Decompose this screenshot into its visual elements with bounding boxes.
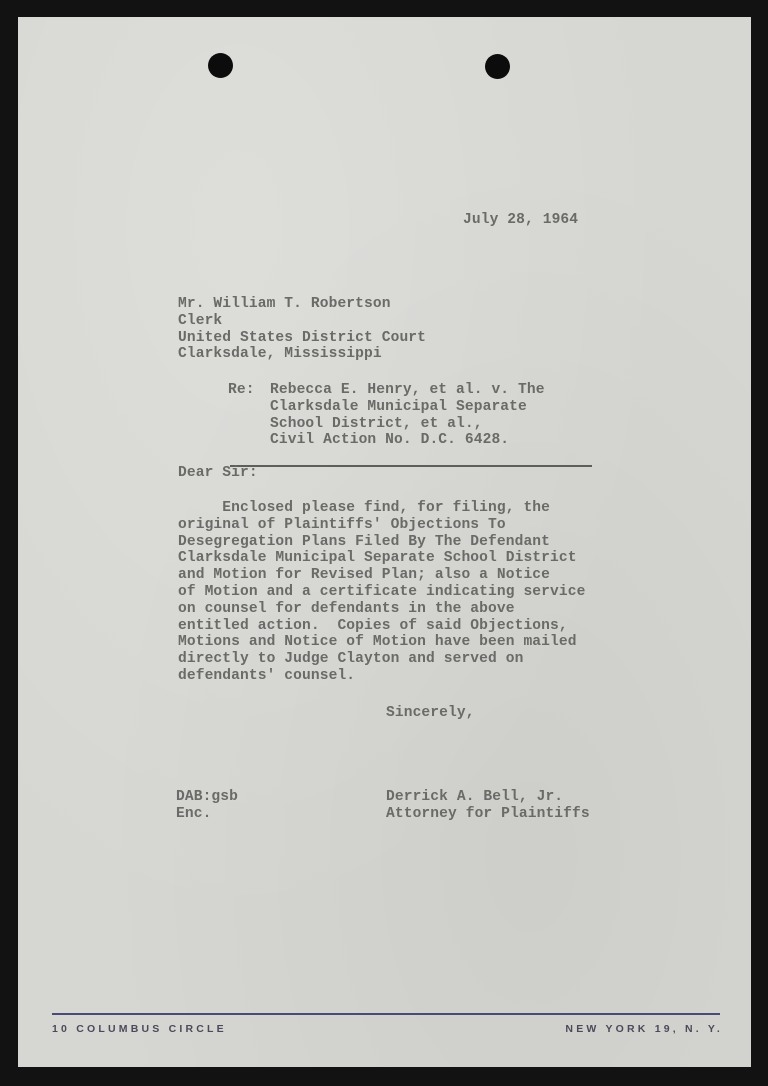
body-line: and Motion for Revised Plan; also a Notice	[178, 567, 551, 584]
re-lines	[270, 382, 545, 449]
re-line: School District, et al.,	[270, 415, 483, 432]
re-line: Clarksdale Municipal Separate	[270, 398, 527, 415]
subject-reference-block	[228, 382, 545, 449]
body-line: on counsel for defendants in the above	[178, 600, 515, 617]
complimentary-close: Sincerely,	[386, 705, 475, 721]
body-line: of Motion and a certificate indicating service	[178, 583, 586, 600]
re-line: Rebecca E. Henry, et al. v. The	[270, 382, 545, 398]
letterhead-footer-rule	[52, 1013, 720, 1015]
body-line: Motions and Notice of Motion have been mailed	[178, 634, 577, 651]
enclosure-line: Enc.	[176, 805, 212, 822]
body-line: Desegregation Plans Filed By The Defendant	[178, 533, 551, 550]
body-line: entitled action. Copies of said Objections,	[178, 617, 568, 634]
signer-title: Attorney for Plaintiffs	[386, 805, 590, 822]
punch-hole-left	[208, 53, 233, 78]
body-line: directly to Judge Clayton and served on	[178, 651, 524, 668]
footer-address-left: 10 COLUMBUS CIRCLE	[52, 1023, 227, 1035]
body-line: Clarksdale Municipal Separate School District	[178, 550, 577, 567]
body-line: original of Plaintiffs' Objections To	[178, 516, 506, 533]
letter-page	[18, 17, 751, 1067]
body-line: Enclosed please find, for filing, the	[178, 500, 551, 516]
letter-date: July 28, 1964	[463, 212, 579, 228]
initials-line: DAB:gsb	[176, 789, 239, 805]
signature-block	[386, 789, 590, 823]
reference-initials	[176, 789, 238, 823]
addressee-line: United States District Court	[178, 329, 427, 346]
addressee-line: Mr. William T. Robertson	[178, 296, 391, 312]
punch-hole-right	[485, 54, 510, 79]
body-line: defendants' counsel.	[178, 667, 356, 684]
salutation: Dear Sir:	[178, 465, 258, 481]
addressee-line: Clerk	[178, 312, 223, 329]
re-label: Re:	[228, 382, 255, 398]
signer-name: Derrick A. Bell, Jr.	[386, 789, 564, 805]
addressee-block	[178, 296, 426, 363]
body-paragraph	[178, 500, 585, 685]
addressee-line: Clarksdale, Mississippi	[178, 346, 382, 363]
re-line: Civil Action No. D.C. 6428.	[270, 432, 510, 449]
subject-underline	[230, 465, 592, 467]
footer-address-right: NEW YORK 19, N. Y.	[565, 1023, 723, 1035]
